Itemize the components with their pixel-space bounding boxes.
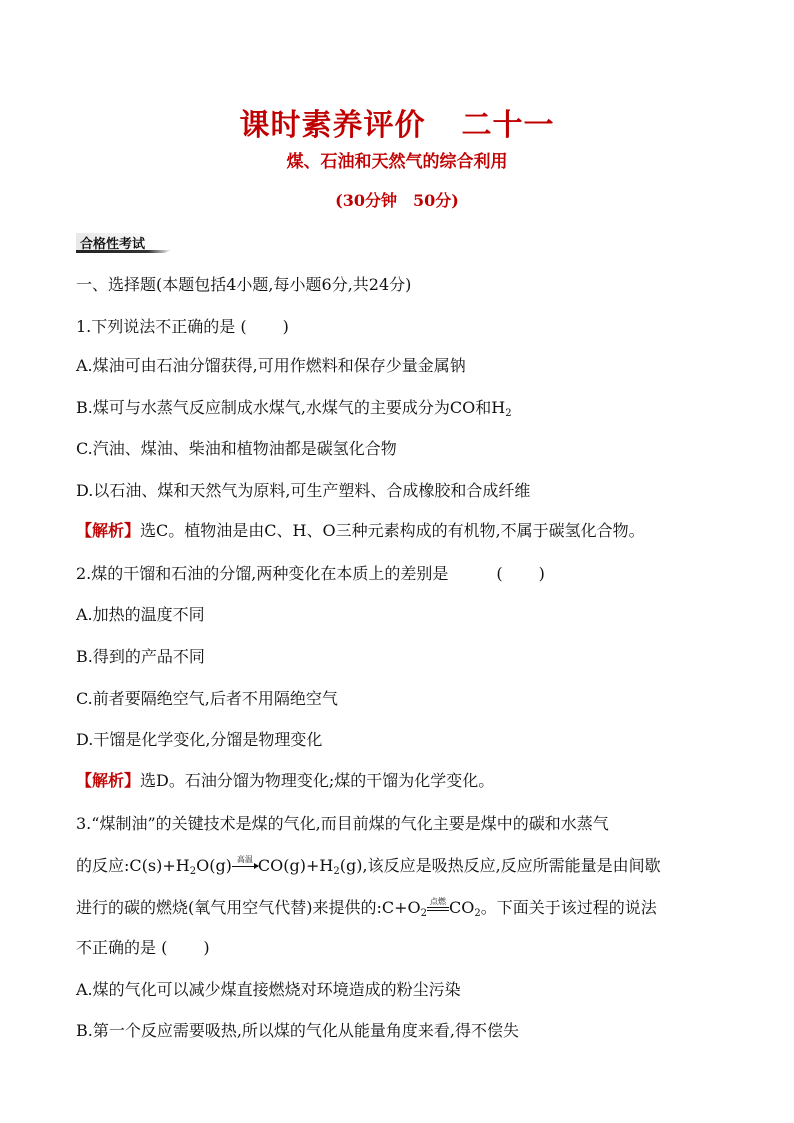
q3-line2-text-a: 的反应:C(s)+H bbox=[76, 856, 190, 875]
q2-stem-close: ) bbox=[538, 564, 545, 583]
reaction-condition: 高温 bbox=[236, 855, 253, 864]
q3-line3-text-c: 。下面关于该过程的说法 bbox=[480, 898, 657, 917]
q1-stem bbox=[76, 316, 289, 338]
q2-option-a: A.加热的温度不同 bbox=[76, 605, 205, 624]
part1-heading: 一、选择题(本题包括4小题,每小题6分,共24分) bbox=[76, 275, 412, 294]
q3-line2-text-c: CO(g)+H bbox=[257, 856, 334, 875]
q3-subscript: 2 bbox=[420, 908, 428, 919]
q2-stem-open: ( bbox=[496, 564, 503, 583]
time-score-info bbox=[0, 188, 794, 211]
arrow-line bbox=[232, 866, 258, 867]
q2-option-d: D.干馏是化学变化,分馏是物理变化 bbox=[76, 730, 323, 749]
q1-option-b-text: B.煤可与水蒸气反应制成水煤气,水煤气的主要成分为CO和H bbox=[76, 398, 506, 417]
q3-line3-text-b: CO bbox=[449, 898, 475, 917]
reaction-equals bbox=[427, 897, 449, 919]
q2-stem-text: 2.煤的干馏和石油的分馏,两种变化在本质上的差别是 bbox=[76, 564, 449, 583]
time-limit: (30分钟 bbox=[335, 191, 397, 210]
q3-option-b: B.第一个反应需要吸热,所以煤的气化从能量角度来看,得不偿失 bbox=[76, 1021, 520, 1040]
q2-option-c: C.前者要隔绝空气,后者不用隔绝空气 bbox=[76, 689, 338, 708]
q2-stem bbox=[76, 563, 545, 585]
q1-option-d: D.以石油、煤和天然气为原料,可生产塑料、合成橡胶和合成纤维 bbox=[76, 481, 531, 500]
q3-line2-text-b: O(g) bbox=[196, 856, 232, 875]
q3-line2-text-d: (g),该反应是吸热反应,反应所需能量是由间歇 bbox=[339, 856, 661, 875]
q1-analysis bbox=[76, 520, 645, 542]
equals-line-bottom bbox=[427, 910, 449, 911]
total-score: 50分) bbox=[413, 191, 459, 210]
page-subtitle: 煤、石油和天然气的综合利用 bbox=[286, 152, 508, 172]
q3-stem-line4 bbox=[76, 937, 210, 959]
q2-analysis bbox=[76, 770, 494, 792]
q3-subscript: 2 bbox=[333, 866, 340, 877]
q3-line4-close: ) bbox=[203, 938, 210, 957]
q1-stem-text: 1.下列说法不正确的是 ( bbox=[76, 317, 247, 336]
q1-analysis-tag: 【解析】 bbox=[76, 521, 141, 540]
q1-stem-close: ) bbox=[282, 317, 289, 336]
q3-line4-text: 不正确的是 ( bbox=[76, 938, 168, 957]
equals-line-top bbox=[427, 907, 449, 908]
reaction-condition: 点燃 bbox=[430, 897, 447, 906]
q1-option-b-subscript: 2 bbox=[505, 408, 512, 419]
q1-analysis-text: 选C。植物油是由C、H、O三种元素构成的有机物,不属于碳氢化合物。 bbox=[140, 521, 645, 540]
q3-subscript: 2 bbox=[189, 866, 197, 877]
q1-option-a: A.煤油可由石油分馏获得,可用作燃料和保存少量金属钠 bbox=[76, 356, 466, 375]
q3-option-a: A.煤的气化可以减少煤直接燃烧对环境造成的粉尘污染 bbox=[76, 980, 461, 999]
title-main: 课时素养评价 bbox=[239, 108, 426, 143]
q3-line3-text-a: 进行的碳的燃烧(氧气用空气代替)来提供的:C+O bbox=[76, 898, 421, 917]
q3-subscript: 2 bbox=[474, 908, 481, 919]
q3-stem-line3 bbox=[76, 897, 657, 919]
title-number: 二十一 bbox=[461, 108, 555, 143]
q1-option-b bbox=[76, 397, 512, 419]
section-tag bbox=[76, 231, 176, 253]
reaction-arrow bbox=[232, 855, 258, 877]
q2-analysis-text: 选D。石油分馏为物理变化;煤的干馏为化学变化。 bbox=[140, 771, 495, 790]
q3-stem-line2 bbox=[76, 855, 661, 877]
q2-option-b: B.得到的产品不同 bbox=[76, 647, 205, 666]
q1-option-c: C.汽油、煤油、柴油和植物油都是碳氢化合物 bbox=[76, 439, 397, 458]
q2-analysis-tag: 【解析】 bbox=[76, 771, 141, 790]
q3-stem-line1: 3.“煤制油”的关键技术是煤的气化,而目前煤的气化主要是煤中的碳和水蒸气 bbox=[76, 814, 609, 833]
section-tag-label: 合格性考试 bbox=[80, 237, 146, 252]
page-title bbox=[0, 100, 794, 144]
